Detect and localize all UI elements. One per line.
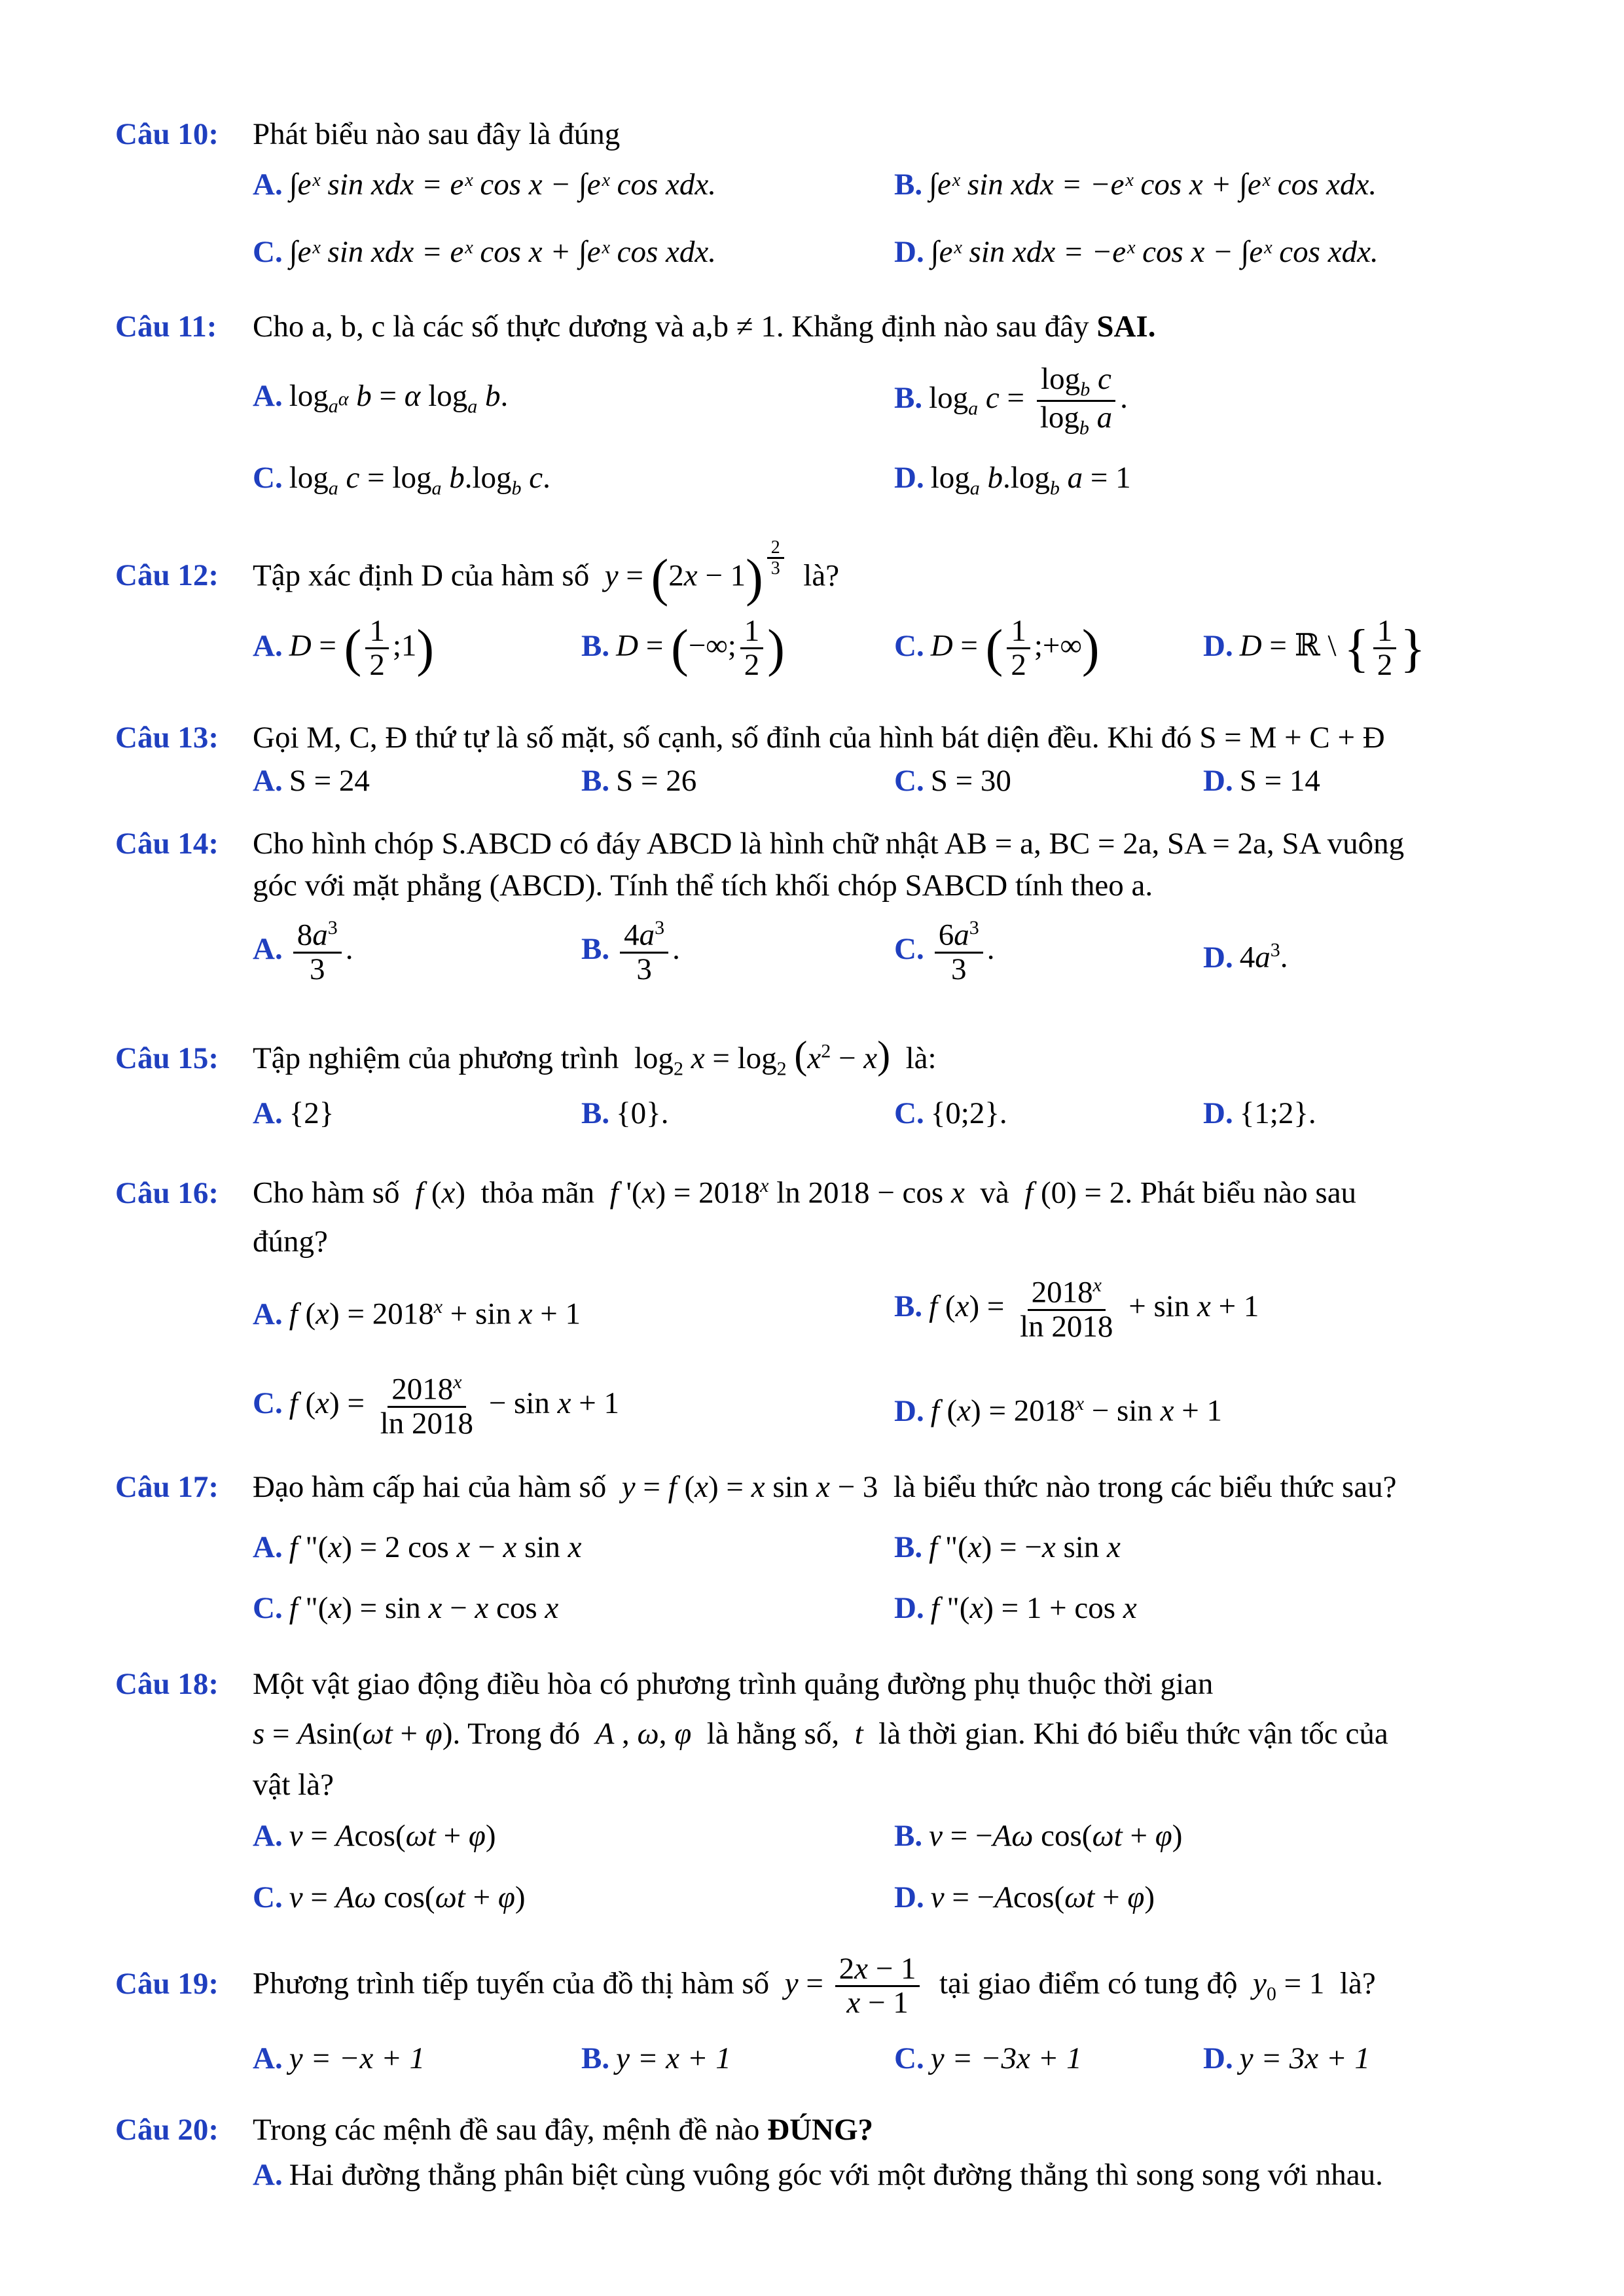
option-b[interactable]: B. f (x) = $\frac{2018^x}{\ln 2018}$ + sin x + 1: [894, 1274, 1259, 1344]
option-d[interactable]: D. f "(x) = 1 + cos x: [894, 1591, 1137, 1625]
question-text: Cho hình chóp S.ABCD có đáy ABCD là hình chữ nhật AB = a, BC = 2a, SA = 2a, SA vuông: [253, 827, 1405, 861]
option-d[interactable]: D. $\log_a b.\log_b$ a = 1: [894, 461, 1131, 499]
option-a[interactable]: A. f "(x) = 2 cos x − x sin x: [253, 1530, 582, 1564]
option-a[interactable]: A. Hai đường thẳng phân biệt cùng vuông góc với một đường thẳng thì song song với nhau.: [253, 2158, 1383, 2192]
option-b[interactable]: B. {0}.: [581, 1096, 669, 1130]
option-a[interactable]: A. y = −x + 1: [253, 2041, 425, 2075]
question-text: Một vật giao động điều hòa có phương trình quảng đường phụ thuộc thời gian: [253, 1667, 1214, 1701]
option-c[interactable]: C. $\log_a c = \log_a b.\log_b$ c.: [253, 461, 550, 499]
question-20: [115, 2112, 1516, 2147]
question-12: Câu 12: Tập xác định D của hàm số y = (2x − 1) $^{\frac{2}{3}}$ là?: [115, 537, 840, 607]
option-c[interactable]: C. D = ( $\frac{1}{2}$ ;+∞): [894, 614, 1100, 683]
option-b[interactable]: B. $\log_a c$ = $\frac{\log_b c}{\log_b a}$ .: [894, 362, 1128, 439]
option-a[interactable]: A. $\log_{a^\alpha} b = \alpha$ $\log_a b$.: [253, 379, 509, 418]
option-d[interactable]: D. v = −Acos(ωt + φ): [894, 1880, 1155, 1914]
option-d[interactable]: D. f $(x) = 2018^x - \sin x + 1$: [894, 1393, 1223, 1428]
question-number: Câu 13:: [115, 721, 219, 755]
question-15: Câu 15: Tập nghiệm của phương trình $\log_2 x = \log_2 (x^2 - x)$ là:: [115, 1033, 937, 1080]
question-text: Phương trình tiếp tuyến của đồ thị hàm số: [253, 1966, 770, 2001]
option-a[interactable]: A. {2}: [253, 1096, 334, 1130]
question-number: Câu 11:: [115, 310, 217, 344]
question-number: Câu 18:: [115, 1667, 219, 1701]
question-text: Tập xác định D của hàm số: [253, 558, 590, 593]
option-b[interactable]: B. v = −Aω cos(ωt + φ): [894, 1819, 1183, 1853]
question-13: [115, 720, 1516, 755]
question-16: Câu 16: Cho hàm số f (x) thỏa mãn f '$(x) = 2018^x$ ln 2018 − cos x và f (0) = 2. Phát biểu nào sau: [115, 1175, 1357, 1210]
option-c[interactable]: C. f (x) = $\frac{2018^x}{\ln 2018}$ − sin x + 1: [253, 1371, 620, 1441]
question-number: Câu 16:: [115, 1175, 219, 1210]
option-b[interactable]: B. f "(x) = −x sin x: [894, 1530, 1121, 1564]
question-emphasis: SAI.: [1096, 310, 1156, 344]
question-text: Cho a, b, c là các số thực dương và a,b ≠ 1. Khẳng định nào sau đây: [253, 310, 1097, 344]
question-18: [115, 1666, 1516, 1702]
question-16-line2: đúng?: [253, 1225, 328, 1259]
question-17: Câu 17: Đạo hàm cấp hai của hàm số y = f (x) = x sin x − 3 là biểu thức nào trong các biểu thức sau?: [115, 1470, 1397, 1504]
question-number: Câu 19:: [115, 1966, 219, 2001]
option-d[interactable]: D. D = ℝ \ { $\frac{1}{2}$ }: [1203, 614, 1426, 683]
question-emphasis: ĐÚNG?: [767, 2113, 874, 2147]
question-text: Gọi M, C, Đ thứ tự là số mặt, số cạnh, số đỉnh của hình bát diện đều. Khi đó S = M + C + Đ: [253, 721, 1385, 755]
question-text: Đạo hàm cấp hai của hàm số: [253, 1470, 607, 1504]
question-number: Câu 20:: [115, 2113, 219, 2147]
question-number: Câu 15:: [115, 1041, 219, 1075]
question-10: [115, 117, 1516, 152]
option-a[interactable]: A. $\frac{8a^3}{3}$ .: [253, 917, 353, 986]
option-d[interactable]: D. $4a^3$.: [1203, 939, 1288, 975]
option-d[interactable]: D. S = 14: [1203, 764, 1320, 798]
question-14: [115, 826, 1516, 861]
option-a[interactable]: A. v = Acos(ωt + φ): [253, 1819, 496, 1853]
option-b[interactable]: B. D = (−∞; $\frac{1}{2}$ ): [581, 614, 785, 683]
question-number: Câu 14:: [115, 827, 219, 861]
question-11: [115, 309, 1516, 344]
option-d[interactable]: D. y = 3x + 1: [1203, 2041, 1370, 2075]
option-c[interactable]: C. ∫eˣ sin xdx = eˣ cos x + ∫eˣ cos xdx.: [253, 235, 716, 269]
option-b[interactable]: B. $\frac{4a^3}{3}$ .: [581, 917, 680, 986]
option-c[interactable]: C. y = −3x + 1: [894, 2041, 1082, 2075]
question-text: Trong các mệnh đề sau đây, mệnh đề nào: [253, 2113, 768, 2147]
option-c[interactable]: C. v = Aω cos(ωt + φ): [253, 1880, 526, 1914]
option-a[interactable]: A. ∫eˣ sin xdx = eˣ cos x − ∫eˣ cos xdx.: [253, 168, 716, 202]
option-c[interactable]: C. $\frac{6a^3}{3}$ .: [894, 917, 995, 986]
option-a[interactable]: A. f $(x) = 2018^x + \sin x + 1$: [253, 1296, 581, 1331]
option-b[interactable]: B. ∫eˣ sin xdx = −eˣ cos x + ∫eˣ cos xdx.: [894, 168, 1377, 202]
option-b[interactable]: B. y = x + 1: [581, 2041, 731, 2075]
option-c[interactable]: C. S = 30: [894, 764, 1011, 798]
question-14-line2: góc với mặt phẳng (ABCD). Tính thể tích khối chóp SABCD tính theo a.: [253, 869, 1153, 903]
question-number: Câu 10:: [115, 117, 219, 151]
option-b[interactable]: B. S = 26: [581, 764, 697, 798]
option-a[interactable]: A. S = 24: [253, 764, 370, 798]
question-number: Câu 12:: [115, 558, 219, 593]
question-18-line3: vật là?: [253, 1768, 334, 1802]
question-19: Câu 19: Phương trình tiếp tuyến của đồ thị hàm số y = $\frac{2x - 1}{x - 1}$ tại giao điểm có tung độ $y_0 = 1$ là?: [115, 1952, 1376, 2020]
option-c[interactable]: C. f "(x) = sin x − x cos x: [253, 1591, 559, 1625]
option-d[interactable]: D. ∫eˣ sin xdx = −eˣ cos x − ∫eˣ cos xdx.: [894, 235, 1379, 269]
question-text: Phát biểu nào sau đây là đúng: [253, 117, 621, 151]
option-d[interactable]: D. {1;2}.: [1203, 1096, 1316, 1130]
option-c[interactable]: C. {0;2}.: [894, 1096, 1007, 1130]
question-number: Câu 17:: [115, 1470, 219, 1504]
question-text: Tập nghiệm của phương trình: [253, 1041, 619, 1075]
question-18-line2: s = Asin(ωt + φ). Trong đó A , ω, φ là hằng số, t là thời gian. Khi đó biểu thức vận tốc của: [253, 1717, 1388, 1751]
option-a[interactable]: A. D = ( $\frac{1}{2}$ ;1): [253, 614, 435, 683]
